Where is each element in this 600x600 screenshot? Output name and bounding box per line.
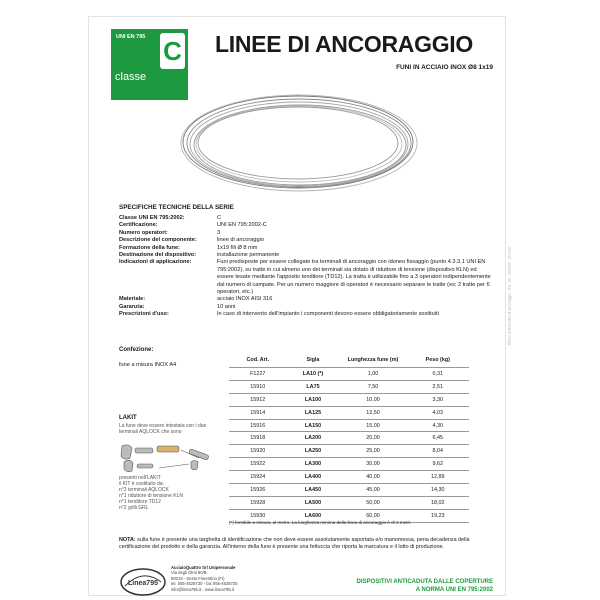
spec-value: 10 anni <box>217 303 236 310</box>
side-reference-text: All'uso di dispositivi di ancoraggio - ITA - 20 - 03/2016 - 15 rev.0 <box>507 247 511 346</box>
table-cell: 15924 <box>229 471 287 484</box>
table-cell: 15930 <box>229 509 287 522</box>
linea795-logo <box>119 566 167 598</box>
note-paragraph <box>119 537 495 551</box>
table-cell: 6,45 <box>407 432 469 445</box>
badge-class-label: classe <box>115 71 147 83</box>
table-cell: LA150 <box>287 419 340 432</box>
company-city: 50019 - Sesto Fiorentino (FI) <box>171 575 225 581</box>
table-cell: 12,89 <box>407 471 469 484</box>
spec-value: Funi predisposte per essere collegate tra terminali di ancoraggio con idoneo fissaggio (punto 4.3.3.1 UNI EN 795:2002), su tratte in cui almeno uno dei terminali sia dotato di riduttore di tensione (dispositivo KLN) ed essere tesate mediante l'apposito tenditore (TD12). La tratta è utilizzabile fino a 3 operatori indipendentemente dal numero di campate. Per un numero maggiore di operatori è necessario separare le tratte (es: 2 tratte per 6 operatori, etc.) <box>217 259 491 296</box>
table-cell: 15,00 <box>339 419 406 432</box>
spec-value: 1x19 fili Ø 8 mm <box>217 244 258 251</box>
page-title: LINEE DI ANCORAGGIO <box>215 31 473 57</box>
spec-key: Destinazione del dispositivo: <box>119 252 197 259</box>
spec-key: Classe UNI EN 795:2002: <box>119 215 185 221</box>
spec-value: UNI EN 795:2002-C <box>217 222 267 229</box>
table-cell: 20,00 <box>339 432 406 445</box>
spec-key: Indicazioni di applicazione: <box>119 259 192 266</box>
spec-row <box>119 252 494 259</box>
table-cell: LA450 <box>287 484 340 497</box>
table-row <box>229 445 469 458</box>
table-cell: 15916 <box>229 419 287 432</box>
product-table-header <box>229 352 469 368</box>
spec-value: In caso di intervento dell'impianto i componenti devono essere obbligatoriamente sostituiti <box>217 311 439 318</box>
spec-key: Materiale: <box>119 296 146 303</box>
table-row <box>229 368 469 381</box>
table-cell: 10,00 <box>339 393 406 406</box>
spec-row <box>119 230 494 237</box>
spec-row <box>119 296 494 303</box>
table-row <box>229 458 469 471</box>
datasheet-page <box>88 16 511 596</box>
lakit-item: n°2 grilli GRL <box>119 505 149 511</box>
spec-row <box>119 245 494 252</box>
confezione-text: fune a misura INOX A4 <box>119 362 177 368</box>
table-cell: 15926 <box>229 484 287 497</box>
note-label: NOTA: <box>119 537 136 543</box>
table-cell: 18,02 <box>407 496 469 509</box>
table-cell: 40,00 <box>339 471 406 484</box>
table-cell: LA400 <box>287 471 340 484</box>
company-info <box>171 565 238 592</box>
spec-value: installazione permanente <box>217 252 280 259</box>
table-cell: 45,00 <box>339 484 406 497</box>
table-cell: 0,31 <box>407 368 469 381</box>
table-row <box>229 406 469 419</box>
table-row <box>229 432 469 445</box>
table-cell: 12,50 <box>339 406 406 419</box>
note-text: sulla fune è presente una targhetta di identificazione che non deve essere assolutamente asportata e/o manomessa, pena decadenza della certificazione del prodotto e della garanzia. All'interno della fune è presente una fettuccia che riporta la marcatura e il lotto di produzione. <box>119 537 470 550</box>
spec-key: Certificazione: <box>119 222 158 229</box>
badge-standard: UNI EN 795 <box>116 34 146 40</box>
company-name: AcciaioQuattro Srl Unipersonale <box>171 565 236 570</box>
spec-key: Prescrizioni d'uso: <box>119 311 169 318</box>
slogan-line-1: DISPOSITIVI ANTICADUTA DALLE COPERTURE <box>356 579 493 585</box>
table-cell: 15910 <box>229 380 287 393</box>
lakit-item: presenti nell'LAKIT <box>119 475 161 481</box>
table-row <box>229 484 469 497</box>
table-cell: 14,30 <box>407 484 469 497</box>
table-row <box>229 496 469 509</box>
table-cell: 3,30 <box>407 393 469 406</box>
specs-title: SPECIFICHE TECNICHE DELLA SERIE <box>119 204 234 211</box>
lakit-item: n°2 terminali AQLOCK <box>119 487 169 493</box>
badge-class-letter: C <box>160 33 185 69</box>
spec-row <box>119 304 494 311</box>
table-cell: 60,00 <box>339 509 406 522</box>
table-cell: LA10 (*) <box>287 368 340 381</box>
company-phone: tel. 055-4628730 - fax 055-4628735 <box>171 581 238 587</box>
table-cell: LA300 <box>287 458 340 471</box>
table-cell: 15922 <box>229 458 287 471</box>
table-cell: 30,00 <box>339 458 406 471</box>
lakit-description: La fune deve essere intestata con i due terminali AQLOCK che sono <box>119 423 207 435</box>
company-address: Via degli Olmi 80/B <box>171 570 207 576</box>
slogan-line-2: A NORMA UNI EN 795:2002 <box>415 587 493 593</box>
table-cell: LA75 <box>287 380 340 393</box>
table-footnote: (*) fornibile a misura, al metro. La lunghezza minima della linea di ancoraggio è di 3 metri. <box>229 520 412 525</box>
table-header-cell: Cod. Art. <box>229 352 287 368</box>
lakit-components-image <box>119 442 219 474</box>
table-cell: 15914 <box>229 406 287 419</box>
table-row <box>229 380 469 393</box>
spec-row <box>119 311 494 318</box>
table-cell: 15912 <box>229 393 287 406</box>
product-table <box>229 352 469 523</box>
table-row <box>229 419 469 432</box>
spec-key: Descrizione del componente: <box>119 237 197 244</box>
table-cell: LA600 <box>287 509 340 522</box>
lakit-item: n°1 riduttore di tensione KLN <box>119 493 183 499</box>
table-cell: 4,30 <box>407 419 469 432</box>
spec-value: linee di ancoraggio <box>217 237 264 244</box>
table-cell: 8,04 <box>407 445 469 458</box>
table-row <box>229 393 469 406</box>
table-cell: LA200 <box>287 432 340 445</box>
logo-text: Linea795 <box>128 580 158 587</box>
table-cell: LA125 <box>287 406 340 419</box>
spec-key: Formazione della fune: <box>119 244 180 251</box>
table-row <box>229 471 469 484</box>
slogan <box>357 578 493 594</box>
table-cell: 4,03 <box>407 406 469 419</box>
spec-key: Garanzia: <box>119 303 145 310</box>
company-web: info@linea795.it - www.linea795.it <box>171 586 234 592</box>
spec-value: C <box>217 215 222 221</box>
spec-value: acciaio INOX AISI 316 <box>217 296 273 303</box>
steel-cable-coil-image <box>149 87 449 199</box>
confezione-title: Confezione: <box>119 347 154 353</box>
table-header-cell: Sigla <box>287 352 340 368</box>
table-cell: LA100 <box>287 393 340 406</box>
table-cell: 25,00 <box>339 445 406 458</box>
spec-key: Numero operatori: <box>119 229 168 236</box>
page-subtitle: FUNI IN ACCIAIO INOX Ø8 1x19 <box>396 64 493 71</box>
table-cell: 15920 <box>229 445 287 458</box>
table-cell: 1,00 <box>339 368 406 381</box>
spec-row <box>119 222 494 229</box>
table-cell: F1227 <box>229 368 287 381</box>
table-cell: 7,50 <box>339 380 406 393</box>
table-header-cell: Lunghezza fune (m) <box>339 352 406 368</box>
table-cell: LA500 <box>287 496 340 509</box>
spec-row <box>119 215 494 222</box>
lakit-items-list <box>119 475 219 511</box>
table-cell: 15928 <box>229 496 287 509</box>
lakit-item: n°1 tenditore TD12 <box>119 499 161 505</box>
lakit-title: LAKIT <box>119 415 137 421</box>
table-cell: LA250 <box>287 445 340 458</box>
table-header-cell: Peso (kg) <box>407 352 469 368</box>
table-cell: 2,51 <box>407 380 469 393</box>
lakit-item: il KIT è costituito da: <box>119 481 164 487</box>
specs-table <box>119 215 494 319</box>
table-cell: 9,62 <box>407 458 469 471</box>
table-cell: 19,23 <box>407 509 469 522</box>
spec-row <box>119 237 494 244</box>
table-cell: 50,00 <box>339 496 406 509</box>
table-cell: 15918 <box>229 432 287 445</box>
spec-value: 3 <box>217 229 221 236</box>
spec-row <box>119 259 494 296</box>
